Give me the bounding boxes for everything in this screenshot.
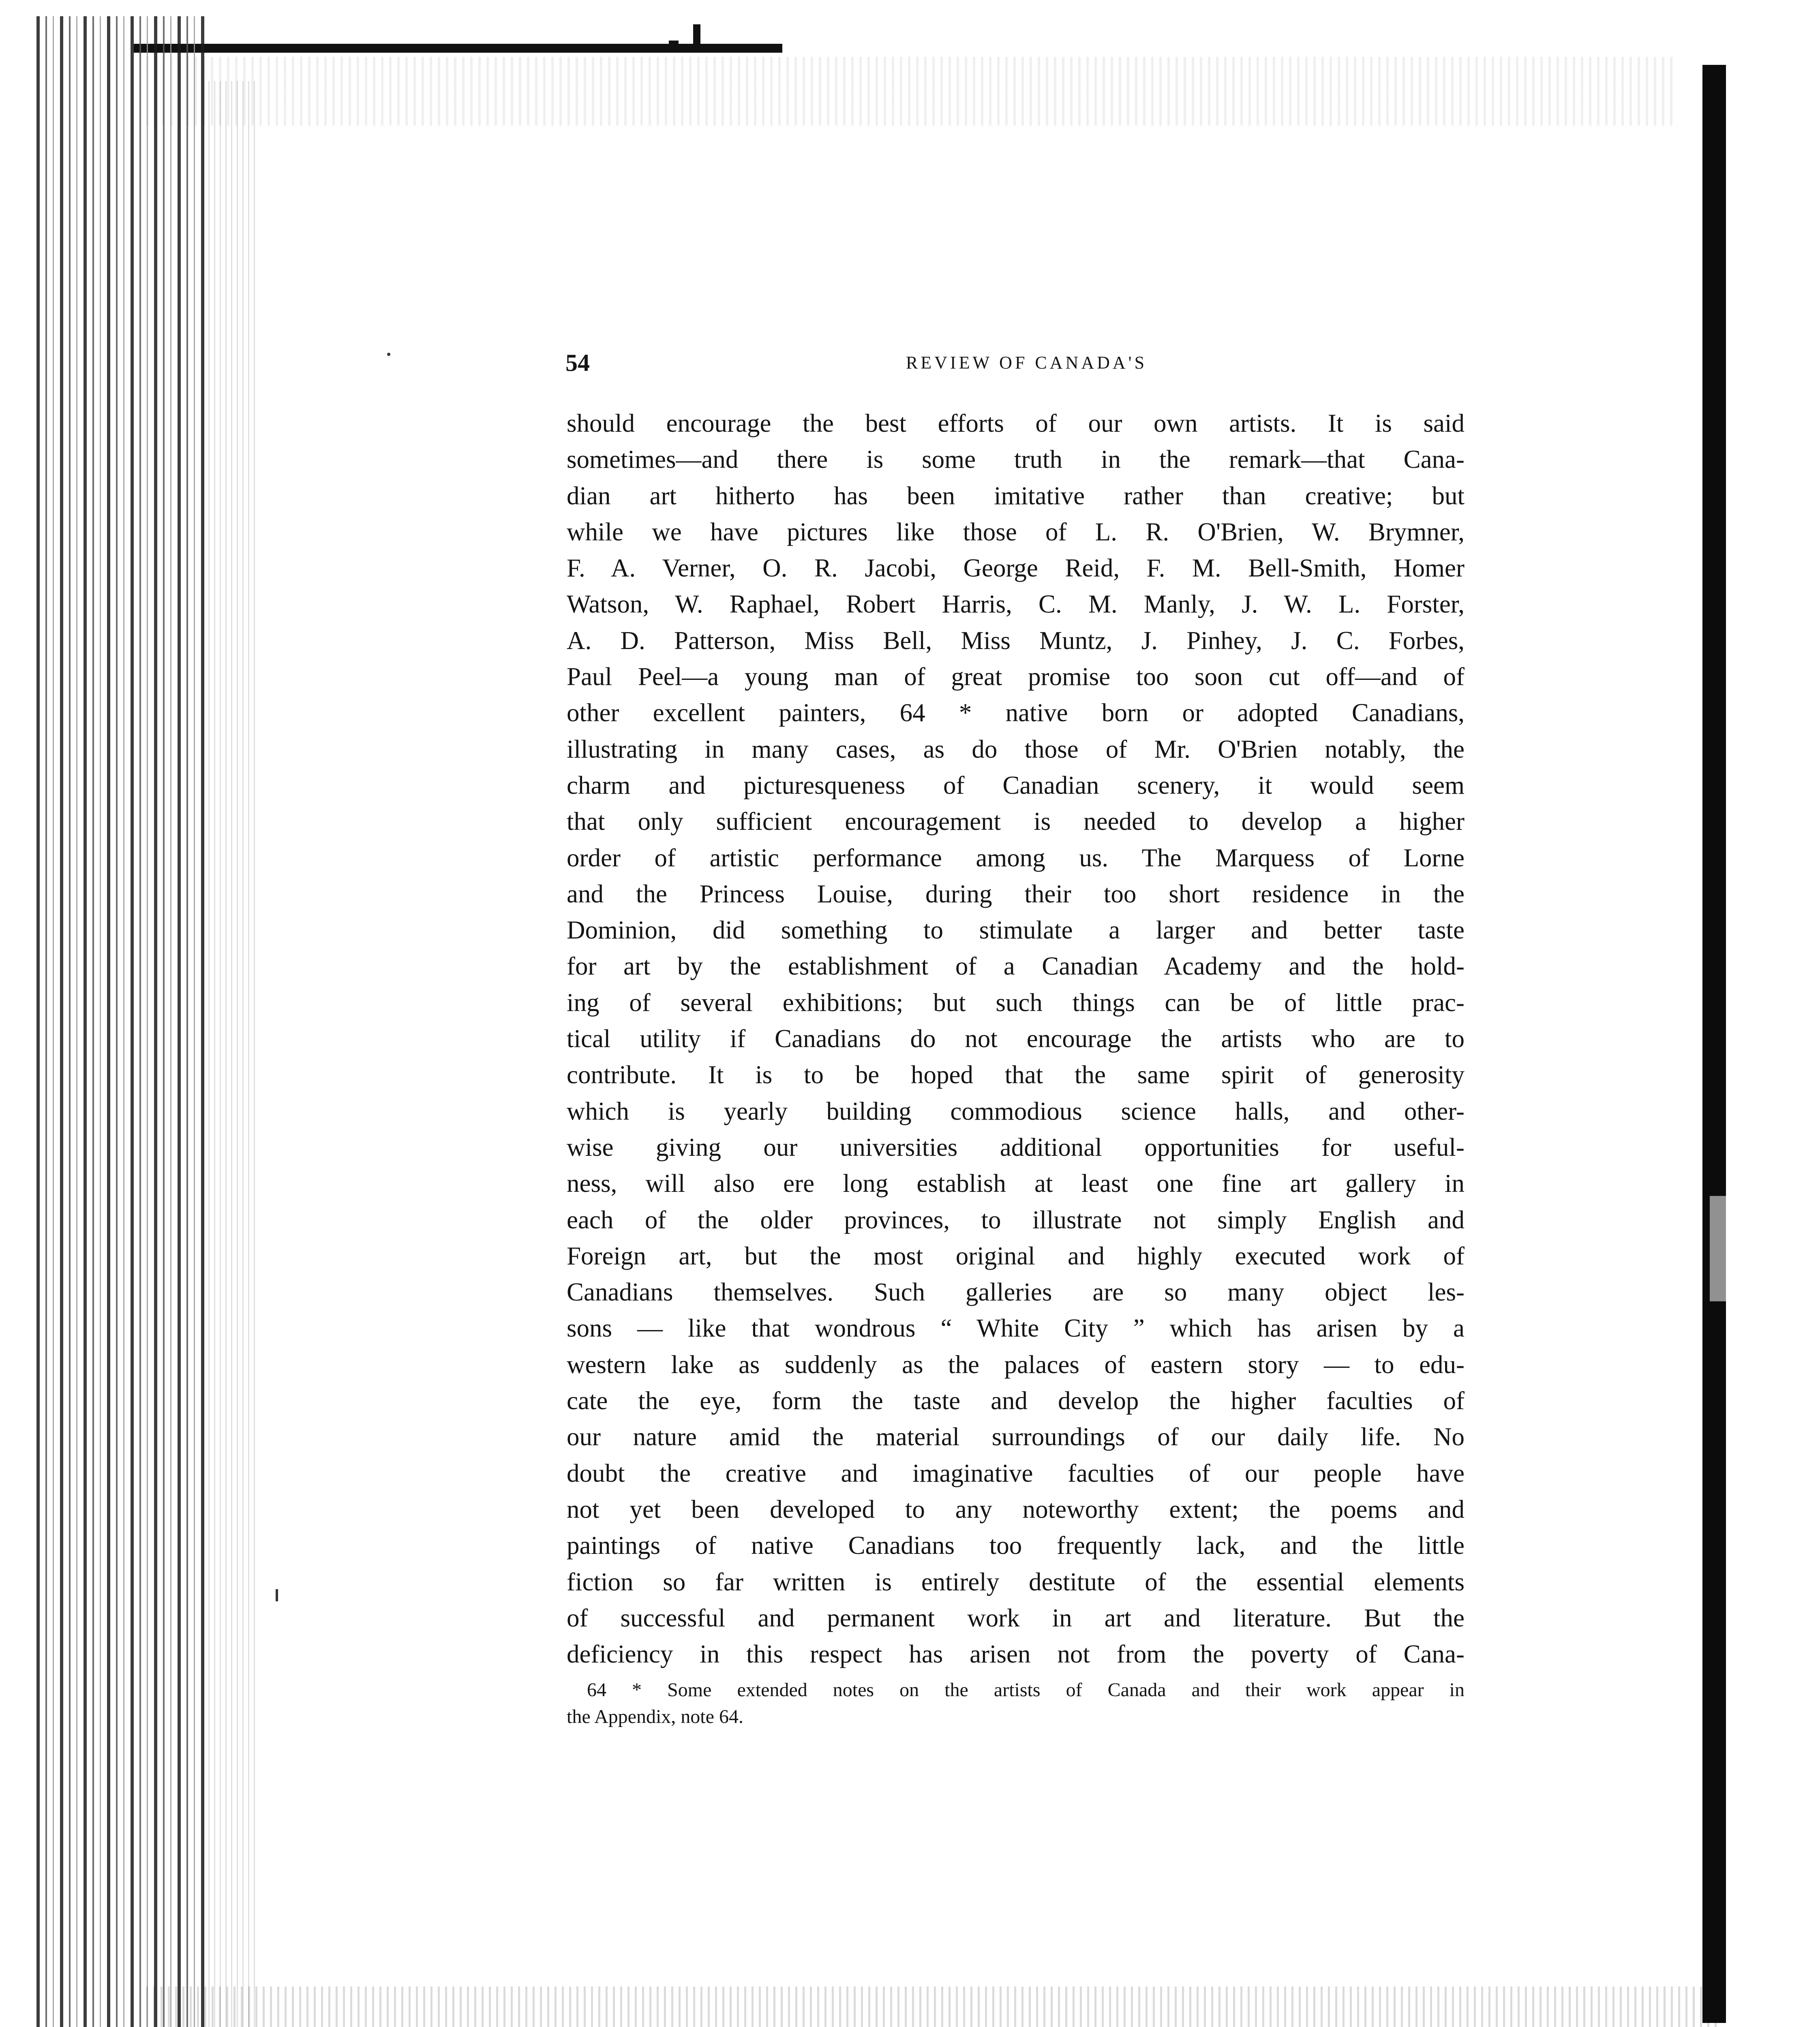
text-line: should encourage the best efforts of our own artists. It is said xyxy=(567,409,1465,437)
text-line: of successful and permanent work in art and literature. But the xyxy=(567,1603,1465,1632)
text-line: charm and picturesqueness of Canadian scenery, it would seem xyxy=(567,771,1465,799)
page-edges-bottom xyxy=(146,1986,1719,2027)
binding-ticks-top xyxy=(669,24,766,53)
footnote-line: the Appendix, note 64. xyxy=(567,1706,743,1727)
text-line: our nature amid the material surroundings of our daily life. No xyxy=(567,1423,1465,1451)
text-line: paintings of native Canadians too frequently lack, and the little xyxy=(567,1531,1465,1560)
text-line: F. A. Verner, O. R. Jacobi, George Reid, F. M. Bell-Smith, Homer xyxy=(567,554,1465,583)
text-line: illustrating in many cases, as do those of Mr. O'Brien notably, the xyxy=(567,735,1465,763)
page-header xyxy=(565,345,1463,381)
footnote xyxy=(567,1677,1465,1730)
text-line: A. D. Patterson, Miss Bell, Miss Muntz, J. Pinhey, J. C. Forbes, xyxy=(567,626,1465,655)
stray-mark xyxy=(387,353,390,356)
text-line: sons — like that wondrous “ White City ” which has arisen by a xyxy=(567,1314,1465,1343)
page-number: 54 xyxy=(565,349,590,376)
stray-mark xyxy=(276,1589,278,1601)
text-line: western lake as suddenly as the palaces of eastern story — to edu- xyxy=(567,1350,1465,1379)
text-line: doubt the creative and imaginative faculties of our people have xyxy=(567,1459,1465,1487)
text-line: dian art hitherto has been imitative rather than creative; but xyxy=(567,481,1465,510)
body-text xyxy=(567,405,1465,1672)
text-line: and the Princess Louise, during their too short residence in the xyxy=(567,879,1465,908)
scan-noise-top xyxy=(146,57,1678,126)
scan-noise-left xyxy=(203,81,259,2027)
text-line: not yet been developed to any noteworthy extent; the poems and xyxy=(567,1495,1465,1523)
text-line: order of artistic performance among us. The Marquess of Lorne xyxy=(567,843,1465,872)
running-head: REVIEW OF CANADA'S xyxy=(906,353,1148,373)
text-line: ing of several exhibitions; but such things can be of little prac- xyxy=(567,988,1465,1017)
text-line: Canadians themselves. Such galleries are so many object les- xyxy=(567,1278,1465,1307)
text-line: Paul Peel—a young man of great promise too soon cut off—and of xyxy=(567,662,1465,691)
text-line: Foreign art, but the most original and highly executed work of xyxy=(567,1241,1465,1270)
text-line: Watson, W. Raphael, Robert Harris, C. M. Manly, J. W. L. Forster, xyxy=(567,590,1465,619)
scan-border-right xyxy=(1702,65,1726,2023)
text-line: for art by the establishment of a Canadian Academy and the hold- xyxy=(567,952,1465,981)
text-line: cate the eye, form the taste and develop the higher faculties of xyxy=(567,1386,1465,1415)
text-line: fiction so far written is entirely destitute of the essential elements xyxy=(567,1567,1465,1596)
text-line: each of the older provinces, to illustrate not simply English and xyxy=(567,1205,1465,1234)
text-line: while we have pictures like those of L. R. O'Brien, W. Brymner, xyxy=(567,517,1465,546)
text-line: contribute. It is to be hoped that the same spirit of generosity xyxy=(567,1061,1465,1089)
text-line: wise giving our universities additional opportunities for useful- xyxy=(567,1133,1465,1161)
footnote-line: 64 * Some extended notes on the artists of Canada and their work appear in xyxy=(587,1679,1465,1701)
text-line: which is yearly building commodious science halls, and other- xyxy=(567,1097,1465,1125)
text-line: that only sufficient encouragement is needed to develop a higher xyxy=(567,807,1465,836)
text-line: other excellent painters, 64 * native born or adopted Canadians, xyxy=(567,699,1465,727)
scan-border-notch xyxy=(1710,1196,1726,1301)
page-edges-left xyxy=(36,16,207,2027)
text-line: Dominion, did something to stimulate a larger and better taste xyxy=(567,916,1465,945)
text-line: ness, will also ere long establish at least one fine art gallery in xyxy=(567,1169,1465,1198)
text-line: sometimes—and there is some truth in the remark—that Cana- xyxy=(567,445,1465,474)
text-line: tical utility if Canadians do not encourage the artists who are to xyxy=(567,1024,1465,1053)
text-line: deficiency in this respect has arisen not from the poverty of Cana- xyxy=(567,1640,1465,1669)
